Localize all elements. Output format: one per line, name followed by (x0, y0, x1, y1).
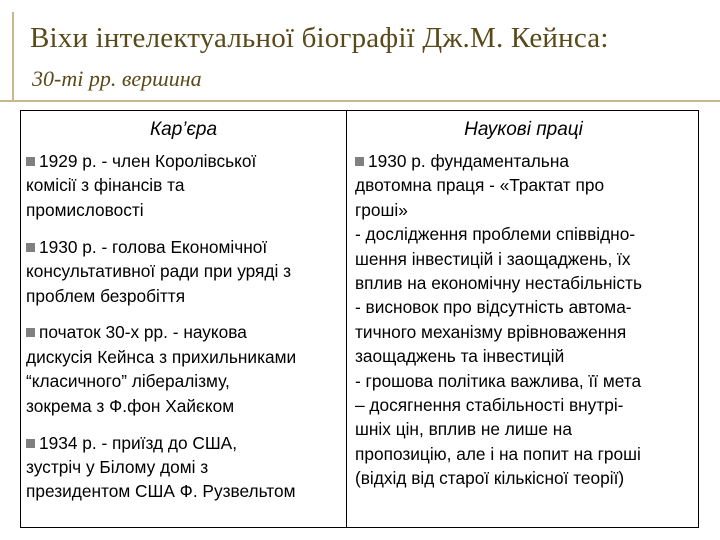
item-line: тичного механізму врівноваження (355, 321, 627, 342)
item-line: президентом США Ф. Рузвельтом (26, 481, 296, 502)
item-line: гроші» (355, 199, 408, 220)
career-item (26, 235, 342, 308)
item-line: проблем безробіття (26, 285, 186, 306)
career-item (26, 149, 342, 222)
item-line: 1934 р. - приїзд до США, (39, 432, 238, 453)
career-header: Кар’єра (149, 119, 218, 140)
item-line: комісії з фінансів та (26, 175, 185, 196)
item-line: “класичного” лібералізму, (26, 371, 230, 392)
item-line: дискусія Кейнса з прихильниками (26, 346, 297, 367)
item-line: шення інвестицій і заощаджень, їх (355, 248, 631, 269)
item-line: шніх цін, вплив не лише на (355, 419, 572, 440)
frame-vertical-line (12, 12, 14, 100)
item-line: зокрема з Ф.фон Хайєком (26, 395, 235, 416)
works-column (355, 149, 695, 491)
column-divider (346, 111, 347, 527)
career-item (26, 320, 342, 418)
bullet-icon (355, 157, 364, 166)
slide-title: Віхи інтелектуальної біографії Дж.М. Кейнса: (30, 22, 609, 54)
works-header: Наукові праці (464, 119, 583, 140)
item-line: - висновок про відсутність автома- (355, 297, 632, 318)
slide-subtitle: 30-ті рр. вершина (32, 66, 202, 91)
bullet-icon (26, 157, 35, 166)
item-line: промисловості (26, 199, 144, 220)
item-line: зустріч у Білому домі з (26, 456, 209, 477)
frame-horizontal-line (0, 100, 720, 102)
bullet-icon (26, 243, 35, 252)
item-line: 1930 р. фундаментальна (368, 151, 569, 171)
item-line: - грошова політика важлива, її мета (355, 370, 642, 391)
item-line: двотомна праця - «Трактат про (355, 175, 605, 196)
works-item (355, 149, 695, 491)
item-line: пропозицію, але і на попит на гроші (355, 443, 641, 464)
item-line: початок 30-х рр. - наукова (39, 322, 247, 343)
bullet-icon (26, 328, 35, 337)
item-line: - дослідження проблеми співвідно- (355, 224, 636, 245)
item-line: вплив на економічну нестабільність (355, 273, 642, 294)
item-line: (відхід від старої кількісної теорії) (355, 468, 625, 489)
item-line: 1929 р. - член Королівської (39, 151, 257, 171)
career-column (26, 149, 342, 516)
item-line: заощаджень та інвестицій (355, 346, 565, 367)
item-line: – досягнення стабільності внутрі- (355, 395, 624, 416)
item-line: консультативної ради при уряді з (26, 261, 292, 282)
career-item (26, 431, 342, 504)
item-line: 1930 р. - голова Економічної (39, 236, 268, 257)
bullet-icon (26, 439, 35, 448)
content-table (20, 110, 699, 528)
